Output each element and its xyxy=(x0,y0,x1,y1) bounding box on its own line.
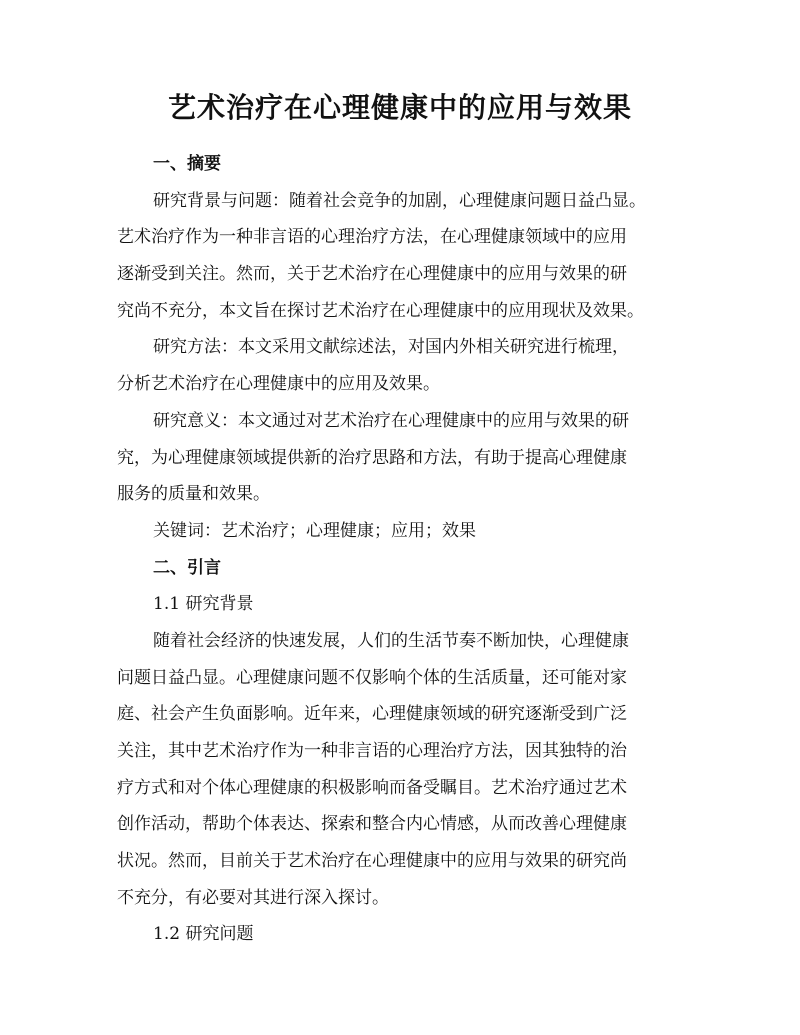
subsection-heading-1-1: 1.1 研究背景 xyxy=(153,594,254,615)
paragraph-line: 分析艺术治疗在心理健康中的应用及效果。 xyxy=(117,374,440,395)
subsection-heading-1-2: 1.2 研究问题 xyxy=(153,924,254,945)
paragraph-line: 逐渐受到关注。然而，关于艺术治疗在心理健康中的应用与效果的研 xyxy=(117,264,627,285)
paragraph-line: 不充分，有必要对其进行深入探讨。 xyxy=(117,887,389,908)
paragraph-line: 究尚不充分，本文旨在探讨艺术治疗在心理健康中的应用现状及效果。 xyxy=(117,300,644,321)
document-body xyxy=(117,146,683,953)
paragraph-line: 疗方式和对个体心理健康的积极影响而备受瞩目。艺术治疗通过艺术 xyxy=(117,777,627,798)
paragraph-line: 关注，其中艺术治疗作为一种非言语的心理治疗方法，因其独特的治 xyxy=(117,741,627,761)
paragraph-line: 研究意义：本文通过对艺术治疗在心理健康中的应用与效果的研 xyxy=(153,410,629,431)
paragraph-line: 状况。然而，目前关于艺术治疗在心理健康中的应用与效果的研究尚 xyxy=(117,851,627,872)
paragraph-line: 庭、社会产生负面影响。近年来，心理健康领域的研究逐渐受到广泛 xyxy=(117,704,627,725)
page-title: 艺术治疗在心理健康中的应用与效果 xyxy=(167,91,632,124)
paragraph-line: 艺术治疗作为一种非言语的心理治疗方法，在心理健康领域中的应用 xyxy=(117,227,627,248)
paragraph-line: 问题日益凸显。心理健康问题不仅影响个体的生活质量，还可能对家 xyxy=(117,667,627,688)
paragraph-line: 研究背景与问题：随着社会竞争的加剧，心理健康问题日益凸显。 xyxy=(153,190,646,211)
paragraph-line: 随着社会经济的快速发展，人们的生活节奏不断加快，心理健康 xyxy=(153,630,629,651)
paragraph-line: 研究方法：本文采用文献综述法，对国内外相关研究进行梳理， xyxy=(153,337,629,358)
intro-heading: 二、引言 xyxy=(153,557,221,578)
keywords-line: 关键词：艺术治疗；心理健康；应用；效果 xyxy=(153,520,476,541)
abstract-heading: 一、摘要 xyxy=(153,154,221,174)
paragraph-line: 究，为心理健康领域提供新的治疗思路和方法，有助于提高心理健康 xyxy=(117,447,627,468)
paragraph-line: 服务的质量和效果。 xyxy=(117,484,270,505)
paragraph-line: 创作活动，帮助个体表达、探索和整合内心情感，从而改善心理健康 xyxy=(117,814,627,835)
